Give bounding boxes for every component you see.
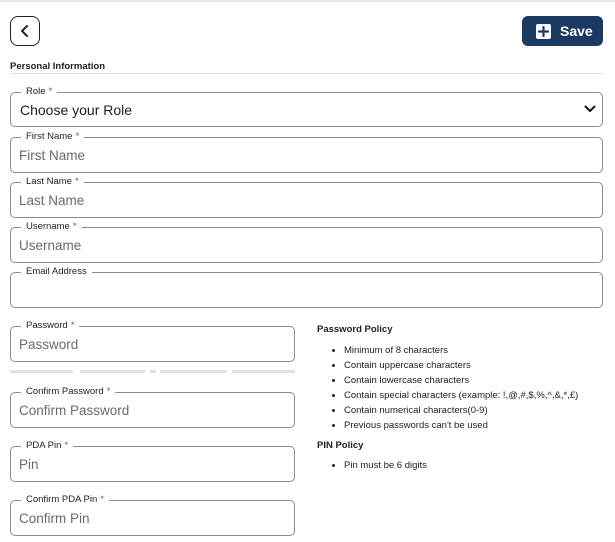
chevron-down-icon <box>584 104 596 114</box>
confirm-password-input[interactable] <box>17 393 288 427</box>
last-name-label: Last Name * <box>21 176 84 188</box>
confirm-pda-pin-input[interactable] <box>17 501 288 535</box>
policy-item: Contain uppercase characters <box>330 358 578 373</box>
password-policy-list <box>330 343 578 433</box>
password-strength-segment <box>160 370 227 373</box>
role-label: Role * <box>21 86 57 98</box>
plus-icon <box>536 24 551 39</box>
section-divider <box>10 73 603 74</box>
role-selected-value: Choose your Role <box>20 102 133 118</box>
required-mark: * <box>74 176 79 187</box>
confirm-password-field <box>10 386 295 428</box>
password-strength-segment <box>80 370 145 373</box>
confirm-pda-pin-field <box>10 494 295 536</box>
email-field <box>10 266 603 308</box>
policy-item: Minimum of 8 characters <box>330 343 578 358</box>
password-strength-segment <box>10 370 73 373</box>
role-select[interactable] <box>10 86 603 127</box>
last-name-field <box>10 176 603 218</box>
required-mark: * <box>70 320 75 331</box>
confirm-pda-pin-label: Confirm PDA Pin * <box>21 494 109 506</box>
password-field <box>10 320 295 362</box>
username-input[interactable] <box>17 228 596 262</box>
password-label: Password * <box>21 320 79 332</box>
pda-pin-field <box>10 440 295 482</box>
policy-item: Contain special characters (example: !,@,#,$,%,^,&,*,£) <box>330 388 578 403</box>
username-field <box>10 221 603 263</box>
required-mark: * <box>72 221 77 232</box>
first-name-label: First Name * <box>21 131 84 143</box>
last-name-input[interactable] <box>17 183 596 217</box>
required-mark: * <box>75 131 80 142</box>
section-title: Personal Information <box>10 61 106 72</box>
pin-policy-list <box>330 458 427 473</box>
save-button[interactable] <box>522 16 603 46</box>
back-button[interactable] <box>10 16 40 46</box>
policy-item: Previous passwords can't be used <box>330 418 578 433</box>
policy-item: Contain numerical characters(0-9) <box>330 403 578 418</box>
username-label: Username * <box>21 221 82 233</box>
pda-pin-label: PDA Pin * <box>21 440 73 452</box>
required-mark: * <box>106 386 111 397</box>
first-name-input[interactable] <box>17 138 596 172</box>
email-label: Email Address <box>21 266 92 278</box>
top-divider <box>0 0 615 2</box>
required-mark: * <box>64 440 69 451</box>
required-mark: * <box>48 86 53 97</box>
password-policy-title: Password Policy <box>317 324 393 335</box>
password-strength-segment <box>232 370 295 373</box>
policy-item: Contain lowercase characters <box>330 373 578 388</box>
chevron-left-icon <box>19 24 31 38</box>
policy-item: Pin must be 6 digits <box>330 458 427 473</box>
email-input[interactable] <box>17 273 596 307</box>
password-strength-segment <box>150 370 156 373</box>
required-mark: * <box>100 494 104 505</box>
save-button-label: Save <box>560 23 593 39</box>
pin-policy-title: PIN Policy <box>317 440 364 451</box>
pda-pin-input[interactable] <box>17 447 288 481</box>
password-input[interactable] <box>17 327 288 361</box>
confirm-password-label: Confirm Password * <box>21 386 115 398</box>
first-name-field <box>10 131 603 173</box>
